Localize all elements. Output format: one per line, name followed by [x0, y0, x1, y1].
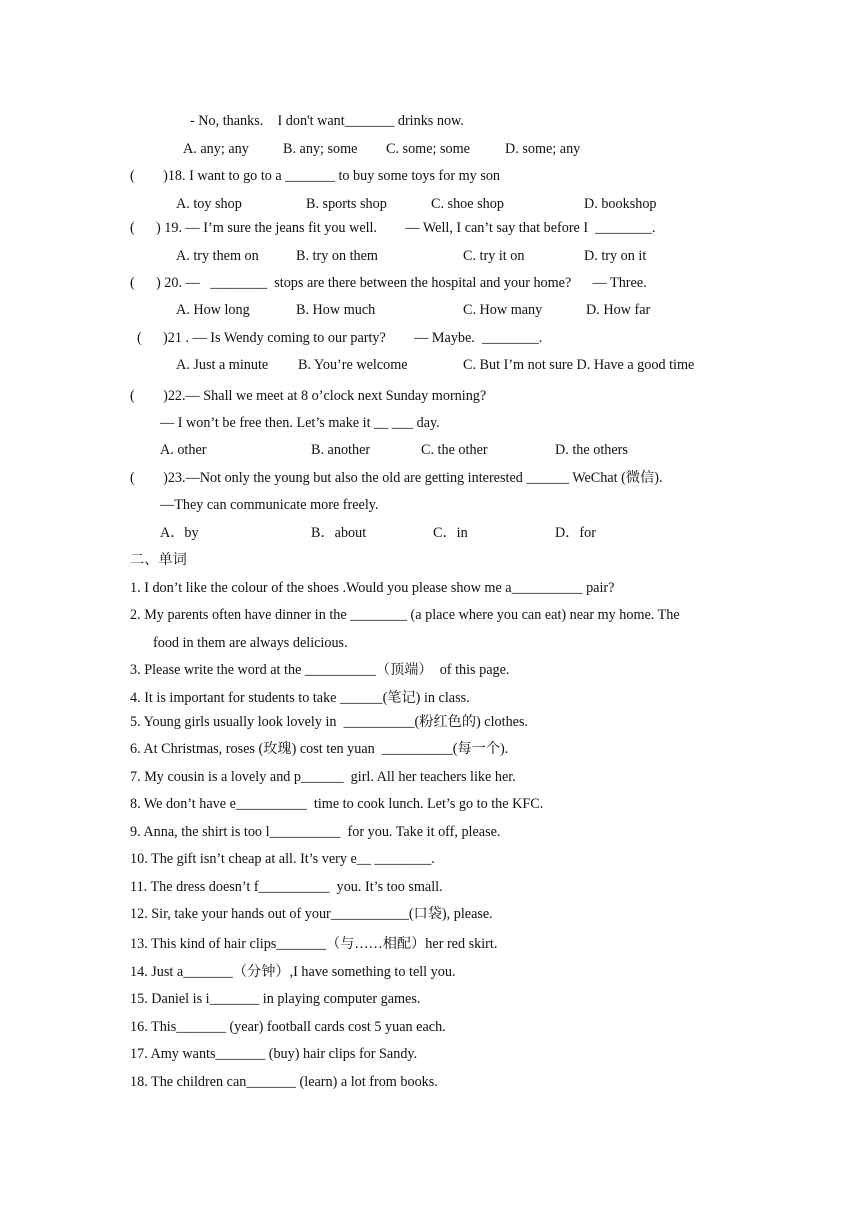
text-segment: 5. Young girls usually look lovely in __________(粉红色的) clothes.: [130, 714, 529, 730]
text-line: [0, 549, 860, 571]
text-segment: B. You’re welcome: [298, 357, 408, 373]
text-segment: B．about: [311, 525, 367, 541]
text-line: [0, 632, 860, 654]
text-segment: 11. The dress doesn’t f__________ you. It’s too small.: [130, 879, 443, 895]
text-segment: 15. Daniel is i_______ in playing computer games.: [130, 991, 421, 1007]
text-line: [0, 272, 860, 294]
text-segment: D. try on it: [584, 248, 647, 264]
text-segment: B. another: [311, 442, 371, 458]
text-line: [0, 876, 860, 898]
text-segment: C. some; some: [386, 141, 470, 157]
text-segment: C. shoe shop: [431, 196, 504, 212]
text-line: [0, 766, 860, 788]
text-line: [0, 604, 860, 626]
text-segment: 9. Anna, the shirt is too l__________ for you. Take it off, please.: [130, 824, 501, 840]
text-segment: A．by: [160, 525, 199, 541]
text-segment: D．for: [555, 525, 596, 541]
text-segment: 二、单词: [130, 552, 187, 568]
text-segment: A. other: [160, 442, 207, 458]
text-segment: ( )18. I want to go to a _______ to buy some toys for my son: [130, 168, 501, 184]
text-line: [0, 245, 860, 267]
text-segment: B. any; some: [283, 141, 358, 157]
text-segment: C. the other: [421, 442, 488, 458]
text-line: [0, 522, 860, 544]
text-line: [0, 1016, 860, 1038]
text-line: [0, 793, 860, 815]
text-segment: D. bookshop: [584, 196, 657, 212]
text-line: [0, 165, 860, 187]
text-line: [0, 988, 860, 1010]
text-segment: 6. At Christmas, roses (玫瑰) cost ten yuan __________(每一个).: [130, 741, 509, 757]
text-line: [0, 385, 860, 407]
text-line: [0, 933, 860, 955]
text-segment: ( )23.—Not only the young but also the old are getting interested ______ WeChat (微信).: [130, 470, 663, 486]
text-segment: — I won’t be free then. Let’s make it __ ___ day.: [160, 415, 440, 431]
text-segment: ( ) 19. — I’m sure the jeans fit you well. — Well, I can’t say that before I ________.: [130, 220, 656, 236]
text-segment: B. sports shop: [306, 196, 387, 212]
text-segment: —They can communicate more freely.: [160, 497, 379, 513]
text-segment: D. some; any: [505, 141, 581, 157]
text-segment: 8. We don’t have e__________ time to cook lunch. Let’s go to the KFC.: [130, 796, 544, 812]
text-segment: A. try them on: [176, 248, 259, 264]
text-segment: 13. This kind of hair clips_______（与……相配）her red skirt.: [130, 936, 498, 952]
text-line: [0, 961, 860, 983]
text-segment: C. How many: [463, 302, 543, 318]
text-segment: 3. Please write the word at the __________（顶端） of this page.: [130, 662, 510, 678]
text-line: [0, 110, 860, 132]
text-segment: food in them are always delicious.: [153, 635, 348, 651]
text-line: [0, 687, 860, 709]
text-segment: 2. My parents often have dinner in the ________ (a place where you can eat) near my home. The: [130, 607, 680, 623]
text-segment: A. How long: [176, 302, 250, 318]
text-segment: D. How far: [586, 302, 651, 318]
text-segment: C．in: [433, 525, 468, 541]
text-segment: B. try on them: [296, 248, 378, 264]
text-segment: ( )22.— Shall we meet at 8 o’clock next Sunday morning?: [130, 388, 487, 404]
text-line: [0, 1071, 860, 1093]
text-line: [0, 299, 860, 321]
text-segment: - No, thanks. I don't want_______ drinks now.: [190, 113, 464, 129]
text-line: [0, 354, 860, 376]
text-line: [0, 1043, 860, 1065]
text-line: [0, 577, 860, 599]
text-line: [0, 738, 860, 760]
text-line: [0, 711, 860, 733]
text-segment: ( ) 20. — ________ stops are there between the hospital and your home? — Three.: [130, 275, 647, 291]
text-segment: A. toy shop: [176, 196, 242, 212]
text-segment: ( )21 . — Is Wendy coming to our party? — Maybe. ________.: [137, 330, 543, 346]
text-line: [0, 439, 860, 461]
text-segment: 7. My cousin is a lovely and p______ girl. All her teachers like her.: [130, 769, 516, 785]
text-line: [0, 903, 860, 925]
text-segment: C. try it on: [463, 248, 525, 264]
text-segment: A. Just a minute: [176, 357, 269, 373]
text-segment: 14. Just a_______（分钟）,I have something to tell you.: [130, 964, 456, 980]
text-segment: 10. The gift isn’t cheap at all. It’s very e__ ________.: [130, 851, 435, 867]
text-segment: B. How much: [296, 302, 376, 318]
text-line: [0, 494, 860, 516]
text-segment: 17. Amy wants_______ (buy) hair clips for Sandy.: [130, 1046, 418, 1062]
text-segment: A. any; any: [183, 141, 249, 157]
text-line: [0, 193, 860, 215]
text-line: [0, 659, 860, 681]
text-segment: 1. I don’t like the colour of the shoes .Would you please show me a__________ pair?: [130, 580, 615, 596]
text-line: [0, 821, 860, 843]
text-segment: D. the others: [555, 442, 628, 458]
text-line: [0, 327, 860, 349]
text-segment: 18. The children can_______ (learn) a lot from books.: [130, 1074, 438, 1090]
text-segment: 16. This_______ (year) football cards cost 5 yuan each.: [130, 1019, 446, 1035]
text-line: [0, 848, 860, 870]
text-line: [0, 467, 860, 489]
text-line: [0, 217, 860, 239]
text-segment: 12. Sir, take your hands out of your___________(口袋), please.: [130, 906, 493, 922]
text-line: [0, 412, 860, 434]
text-line: [0, 138, 860, 160]
text-segment: 4. It is important for students to take ______(笔记) in class.: [130, 690, 470, 706]
text-segment: C. But I’m not sure D. Have a good time: [463, 357, 695, 373]
